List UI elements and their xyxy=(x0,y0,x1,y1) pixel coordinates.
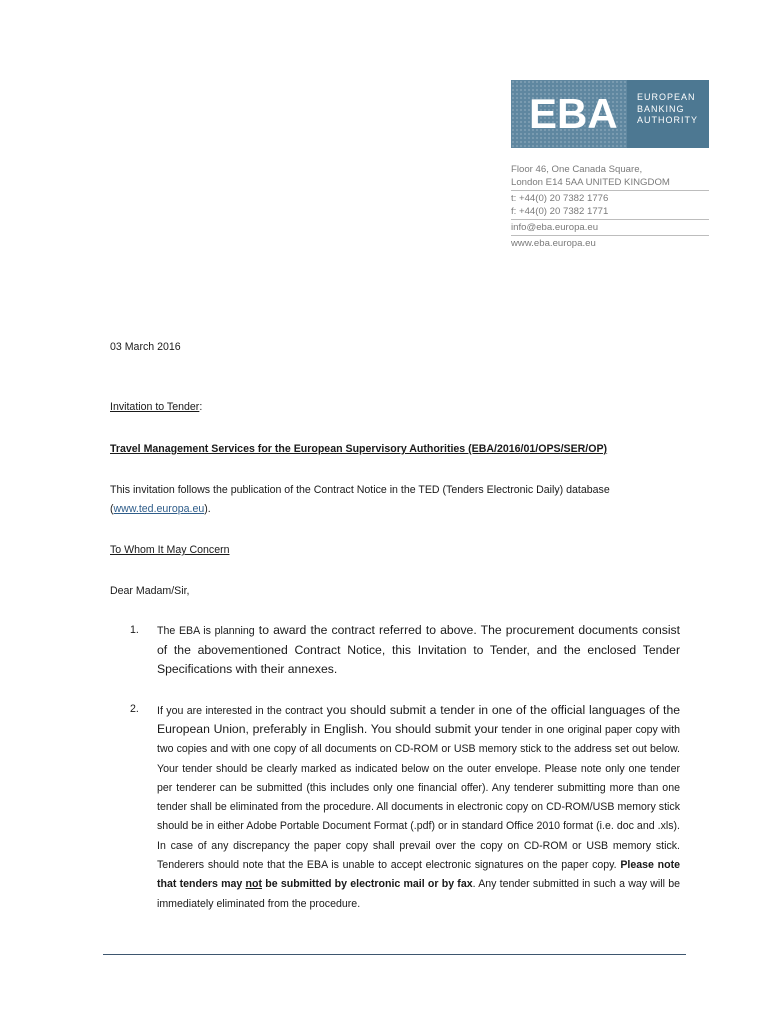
phone-fax xyxy=(511,192,709,220)
logo-acronym: EBA xyxy=(529,90,618,137)
logo-wordmark xyxy=(627,80,709,148)
footer-divider xyxy=(103,954,686,955)
logo-mark xyxy=(511,80,627,148)
address-line: Floor 46, One Canada Square, xyxy=(511,164,643,175)
intro-line-1: This invitation follows the publication of the Contract Notice in the TED (Tenders Electronic Daily) database xyxy=(110,484,610,496)
postal-address xyxy=(511,163,709,191)
item-2-bold-1: Please note that tenders may xyxy=(157,859,680,891)
letter-subject: Travel Management Services for the European Supervisory Authorities (EBA/2016/01/OPS/SER/OP) xyxy=(110,443,608,455)
invitation-label: Invitation to Tender xyxy=(110,401,200,413)
web-address: www.eba.europa.eu xyxy=(511,238,596,249)
logo-name-line: BANKING xyxy=(637,103,685,114)
item-2-tail: . Any tender submitted in such a way will be immediately eliminated from the procedure. xyxy=(157,878,680,910)
logo-name-line: EUROPEAN xyxy=(637,92,696,102)
intro-line-2 xyxy=(110,500,211,519)
logo-name-line: AUTHORITY xyxy=(637,115,699,125)
item-1-intro: The EBA is planning xyxy=(157,625,255,637)
item-2-intro: If you are interested in the contract xyxy=(157,705,323,717)
phone-number: t: +44(0) 20 7382 1776 xyxy=(511,193,609,204)
item-2-lead: you should submit a tender in one of the official languages of the European Union, preferably in English. You should submit your xyxy=(157,703,681,736)
ted-link[interactable]: www.ted.europa.eu xyxy=(113,503,205,515)
invitation-colon: : xyxy=(199,401,203,413)
letter-date: 03 March 2016 xyxy=(110,341,181,353)
address-line: London E14 5AA UNITED KINGDOM xyxy=(511,177,670,188)
item-number: 1. xyxy=(130,624,139,636)
list-item xyxy=(110,701,680,913)
salutation: Dear Madam/Sir, xyxy=(110,585,190,597)
web-group xyxy=(511,237,709,251)
email-address: info@eba.europa.eu xyxy=(511,222,599,233)
item-number: 2. xyxy=(130,703,139,715)
to-whom-heading: To Whom It May Concern xyxy=(110,544,230,556)
item-1-text: to award the contract referred to above. The procurement documents consist of the abovementioned Contract Notice, this Invitation to Tender, and the enclosed Tender Specifications with their annexes. xyxy=(157,623,681,676)
intro-close: ). xyxy=(204,503,211,515)
item-2-bold-not: not xyxy=(245,878,263,891)
letterhead-address xyxy=(511,163,709,252)
invitation-heading xyxy=(110,398,202,417)
item-2-bold-2: be submitted by electronic mail or by fax xyxy=(262,878,473,891)
email-group xyxy=(511,221,709,236)
list-item xyxy=(110,621,680,679)
numbered-list xyxy=(110,621,680,913)
intro-open-paren: ( xyxy=(110,503,114,515)
fax-number: f: +44(0) 20 7382 1771 xyxy=(511,206,609,217)
item-2-body: tender in one original paper copy with two copies and with one copy of all documents on CD-ROM or USB memory stick to the address set out below. Your tender should be clearly marked as indicated below on the outer envelope. Please note only one tender per tenderer can be submitted (this includes only one financial offer). Any tenderer submitting more than one tender shall be eliminated from the procedure. All documents in electronic copy on CD-ROM/USB memory stick should be in either Adobe Portable Document Format (.pdf) or in standard Office 2010 format (i.e. doc and .xls). In case of any discrepancy the paper copy shall prevail over the copy on CD-ROM or USB memory stick. Tenderers should note that the EBA is unable to accept electronic signatures on the paper copy. xyxy=(157,724,680,872)
eba-logo xyxy=(511,80,709,148)
